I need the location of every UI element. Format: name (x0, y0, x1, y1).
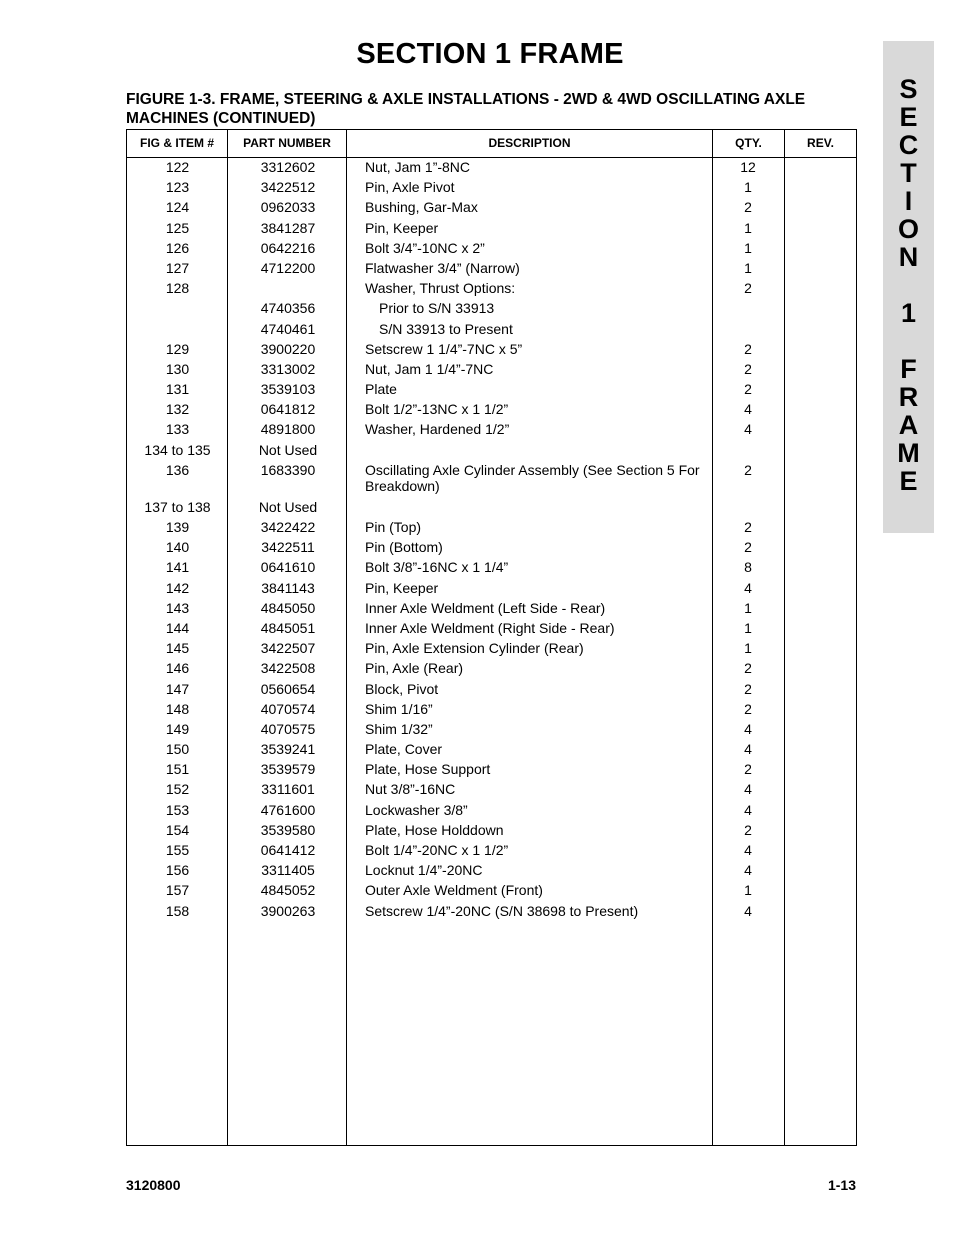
cell-description: Pin, Keeper (365, 219, 439, 236)
cell-fig-item: 137 to 138 (144, 498, 211, 515)
cell-fig-item: 157 (165, 882, 190, 899)
table-row (127, 381, 856, 401)
cell-fig-item: 145 (165, 640, 190, 657)
header-fig-item: FIG & ITEM # (139, 136, 214, 150)
cell-fig-item: 151 (165, 761, 190, 778)
cell-description: Nut 3/8”-16NC (365, 781, 456, 798)
cell-description: Outer Axle Weldment (Front) (365, 882, 543, 899)
table-row (127, 640, 856, 660)
cell-fig-item: 155 (165, 842, 190, 858)
header-rev: REV. (807, 136, 834, 150)
cell-qty: 4 (744, 720, 752, 737)
cell-part-number: 0641610 (260, 559, 316, 576)
cell-fig-item: 127 (165, 259, 190, 276)
cell-fig-item: 153 (165, 801, 190, 818)
cell-part-number: 3422422 (260, 519, 316, 535)
table-row (127, 842, 856, 862)
cell-fig-item: 154 (165, 821, 190, 838)
cell-qty: 4 (744, 842, 752, 858)
table-row (127, 421, 856, 441)
cell-qty: 4 (744, 801, 752, 818)
side-tab-letter: E (899, 102, 918, 132)
header-part-number: PART NUMBER (243, 136, 331, 150)
cell-description: Pin, Axle Pivot (365, 179, 455, 196)
cell-part-number: Not Used (258, 441, 318, 458)
cell-description: Nut, Jam 1 1/4”-7NC (365, 360, 494, 377)
cell-description: Flatwasher 3/4” (Narrow) (365, 259, 520, 276)
cell-part-number: 3312602 (260, 159, 316, 175)
table-row (127, 781, 856, 801)
table-row (127, 159, 856, 179)
table-row (127, 802, 856, 822)
table-row (127, 559, 856, 579)
cell-part-number: 4740461 (260, 320, 316, 337)
cell-qty: 2 (744, 660, 752, 677)
cell-qty: 4 (744, 401, 752, 418)
cell-fig-item: 128 (165, 280, 190, 297)
table-row (127, 580, 856, 600)
table-row (127, 681, 856, 701)
cell-description: Bushing, Gar-Max (365, 199, 478, 216)
table-row (127, 539, 856, 559)
cell-description: Lockwasher 3/8” (365, 801, 468, 818)
table-row (127, 600, 856, 620)
cell-description: Oscillating Axle Cylinder Assembly (See Section 5 For Breakdown) (365, 461, 700, 494)
cell-fig-item: 147 (165, 680, 190, 697)
cell-part-number: 4070574 (260, 700, 316, 717)
cell-fig-item: 136 (165, 461, 190, 478)
table-row (127, 220, 856, 240)
cell-qty: 12 (740, 159, 756, 175)
header-qty: QTY. (735, 136, 762, 150)
table-row (127, 862, 856, 882)
cell-description: Shim 1/16” (365, 700, 433, 717)
cell-part-number: 0962033 (260, 199, 316, 216)
cell-description: Bolt 1/2”-13NC x 1 1/2” (365, 401, 509, 418)
cell-part-number: 4740356 (260, 300, 316, 317)
cell-description: Plate, Cover (365, 741, 443, 758)
cell-description: Shim 1/32” (365, 720, 433, 737)
cell-qty: 2 (744, 199, 752, 216)
cell-fig-item: 133 (165, 421, 190, 438)
cell-fig-item: 150 (165, 741, 190, 758)
cell-description: Bolt 1/4”-20NC x 1 1/2” (365, 842, 509, 858)
cell-description: Bolt 3/8”-16NC x 1 1/4” (365, 559, 509, 576)
cell-fig-item: 126 (165, 239, 190, 256)
cell-fig-item: 122 (165, 159, 190, 175)
side-tab-letter: E (899, 466, 918, 496)
cell-qty: 4 (744, 741, 752, 758)
cell-part-number: 3841143 (261, 579, 315, 596)
cell-part-number: 3539580 (260, 821, 316, 838)
side-tab-letter: A (898, 410, 919, 440)
cell-qty: 1 (744, 259, 752, 276)
cell-description: Inner Axle Weldment (Right Side - Rear) (365, 619, 615, 636)
cell-description: Plate, Hose Support (365, 761, 491, 778)
cell-fig-item: 142 (165, 579, 190, 596)
table-row (127, 660, 856, 680)
cell-fig-item: 156 (165, 862, 190, 879)
cell-fig-item: 148 (165, 700, 190, 717)
cell-qty: 4 (744, 781, 752, 798)
cell-description: Pin (Bottom) (365, 539, 443, 556)
table-row (127, 341, 856, 361)
page-number: 1-13 (827, 1177, 856, 1193)
table-row (127, 300, 856, 320)
cell-description: Pin, Axle (Rear) (365, 660, 464, 677)
cell-part-number: 3422508 (260, 660, 316, 677)
cell-part-number: 4761600 (260, 801, 316, 818)
cell-qty: 4 (744, 902, 752, 919)
cell-description: Pin (Top) (365, 519, 422, 535)
cell-part-number: 3422507 (260, 640, 316, 657)
table-row (127, 741, 856, 761)
table-row (127, 199, 856, 219)
cell-description: Plate (365, 381, 397, 398)
header-description: DESCRIPTION (488, 136, 571, 150)
table-row (127, 882, 856, 902)
cell-part-number: 4070575 (260, 720, 316, 737)
cell-description: Plate, Hose Holddown (365, 821, 504, 838)
cell-description: S/N 33913 to Present (379, 320, 513, 337)
cell-qty: 2 (744, 519, 752, 535)
cell-description: Locknut 1/4”-20NC (365, 862, 483, 879)
cell-qty: 2 (744, 761, 752, 778)
table-row (127, 179, 856, 199)
cell-fig-item: 143 (165, 599, 190, 616)
cell-part-number: 3422512 (260, 179, 316, 196)
cell-description: Bolt 3/4”-10NC x 2” (365, 239, 485, 256)
table-row (127, 822, 856, 842)
cell-qty: 2 (744, 539, 752, 556)
cell-qty: 8 (744, 559, 752, 576)
cell-qty: 4 (744, 579, 752, 596)
cell-qty: 2 (744, 680, 752, 697)
cell-part-number: 3311405 (261, 862, 315, 879)
section-title: SECTION 1 FRAME (356, 38, 624, 70)
cell-part-number: 3841287 (260, 219, 316, 236)
side-tab-letter: R (898, 382, 919, 412)
cell-fig-item: 134 to 135 (144, 441, 211, 458)
cell-part-number: 4845052 (260, 882, 316, 899)
cell-fig-item: 152 (165, 781, 190, 798)
cell-part-number: 0641812 (260, 401, 316, 418)
cell-part-number: 4845051 (260, 619, 316, 636)
table-row (127, 701, 856, 721)
table-row (127, 321, 856, 341)
cell-part-number: 0560654 (260, 680, 316, 697)
cell-description: Prior to S/N 33913 (379, 300, 495, 317)
section-side-tab (883, 41, 934, 533)
cell-qty: 2 (744, 360, 752, 377)
cell-description: Nut, Jam 1”-8NC (365, 159, 471, 175)
table-row (127, 260, 856, 280)
cell-part-number: 4845050 (260, 599, 316, 616)
cell-fig-item: 129 (165, 340, 190, 357)
table-row (127, 361, 856, 381)
cell-fig-item: 144 (165, 619, 190, 636)
cell-qty: 2 (744, 700, 752, 717)
cell-part-number: 3539241 (260, 741, 316, 758)
table-row (127, 903, 856, 923)
side-tab-letter: I (904, 186, 913, 216)
table-row (127, 499, 856, 519)
cell-fig-item: 124 (165, 199, 190, 216)
cell-part-number: 0641412 (260, 842, 316, 858)
cell-part-number: 3422511 (261, 539, 315, 556)
side-tab-letter: N (898, 242, 919, 272)
table-row (127, 442, 856, 462)
cell-fig-item: 139 (165, 519, 190, 535)
cell-qty: 4 (744, 421, 752, 438)
cell-part-number: 3313002 (260, 360, 316, 377)
cell-part-number: 1683390 (260, 461, 316, 478)
side-tab-letter: F (900, 354, 917, 384)
side-tab-letter: O (897, 214, 919, 244)
cell-part-number: 4712200 (260, 259, 316, 276)
cell-description: Inner Axle Weldment (Left Side - Rear) (365, 599, 606, 616)
cell-qty: 2 (744, 821, 752, 838)
cell-qty: 1 (744, 882, 752, 899)
cell-qty: 1 (744, 599, 752, 616)
side-tab-letter: S (899, 74, 918, 104)
cell-part-number: 3539103 (260, 381, 316, 398)
cell-part-number: 3539579 (260, 761, 316, 778)
cell-fig-item: 131 (165, 381, 190, 398)
cell-fig-item: 130 (165, 360, 190, 377)
cell-description: Pin, Axle Extension Cylinder (Rear) (365, 640, 584, 657)
cell-fig-item: 125 (165, 219, 190, 236)
parts-table (126, 129, 857, 1146)
cell-fig-item: 140 (165, 539, 190, 556)
table-row (127, 721, 856, 741)
cell-qty: 2 (744, 461, 752, 478)
cell-description: Setscrew 1 1/4”-7NC x 5” (365, 340, 523, 357)
cell-description: Setscrew 1/4”-20NC (S/N 38698 to Present) (365, 902, 639, 919)
side-tab-letter: M (897, 438, 920, 468)
table-body (127, 159, 856, 923)
doc-number: 3120800 (126, 1177, 181, 1193)
table-row (127, 761, 856, 781)
cell-part-number: 4891800 (260, 421, 316, 438)
cell-part-number: 3900263 (260, 902, 316, 919)
cell-qty: 1 (744, 239, 752, 256)
cell-fig-item: 149 (165, 720, 190, 737)
cell-description: Pin, Keeper (365, 579, 439, 596)
cell-description: Block, Pivot (365, 680, 439, 697)
cell-part-number: 3311601 (261, 781, 315, 798)
cell-fig-item: 141 (165, 559, 190, 576)
cell-fig-item: 146 (165, 660, 190, 677)
cell-qty: 4 (744, 862, 752, 879)
cell-qty: 2 (744, 381, 752, 398)
cell-description: Washer, Hardened 1/2” (365, 421, 510, 438)
cell-fig-item: 132 (165, 401, 190, 418)
table-row (127, 280, 856, 300)
cell-part-number: Not Used (258, 498, 318, 515)
cell-description: Washer, Thrust Options: (365, 280, 516, 297)
cell-qty: 2 (744, 340, 752, 357)
table-row (127, 240, 856, 260)
side-tab-letter: C (898, 130, 919, 160)
table-row (127, 462, 856, 499)
cell-part-number: 0642216 (260, 239, 316, 256)
cell-part-number: 3900220 (260, 340, 316, 357)
cell-qty: 2 (744, 280, 752, 297)
cell-qty: 1 (744, 179, 752, 196)
cell-fig-item: 123 (165, 179, 190, 196)
cell-fig-item: 158 (165, 902, 190, 919)
cell-qty: 1 (744, 619, 752, 636)
cell-qty: 1 (744, 219, 752, 236)
table-header (127, 130, 856, 158)
cell-qty: 1 (744, 640, 752, 657)
side-tab-letter: T (900, 158, 917, 188)
table-row (127, 620, 856, 640)
table-row (127, 401, 856, 421)
table-row (127, 519, 856, 539)
side-tab-letter: 1 (900, 298, 917, 328)
figure-title: FIGURE 1-3. FRAME, STEERING & AXLE INSTALLATIONS - 2WD & 4WD OSCILLATING AXLE MACHINES (CONTINUED) (126, 91, 806, 127)
